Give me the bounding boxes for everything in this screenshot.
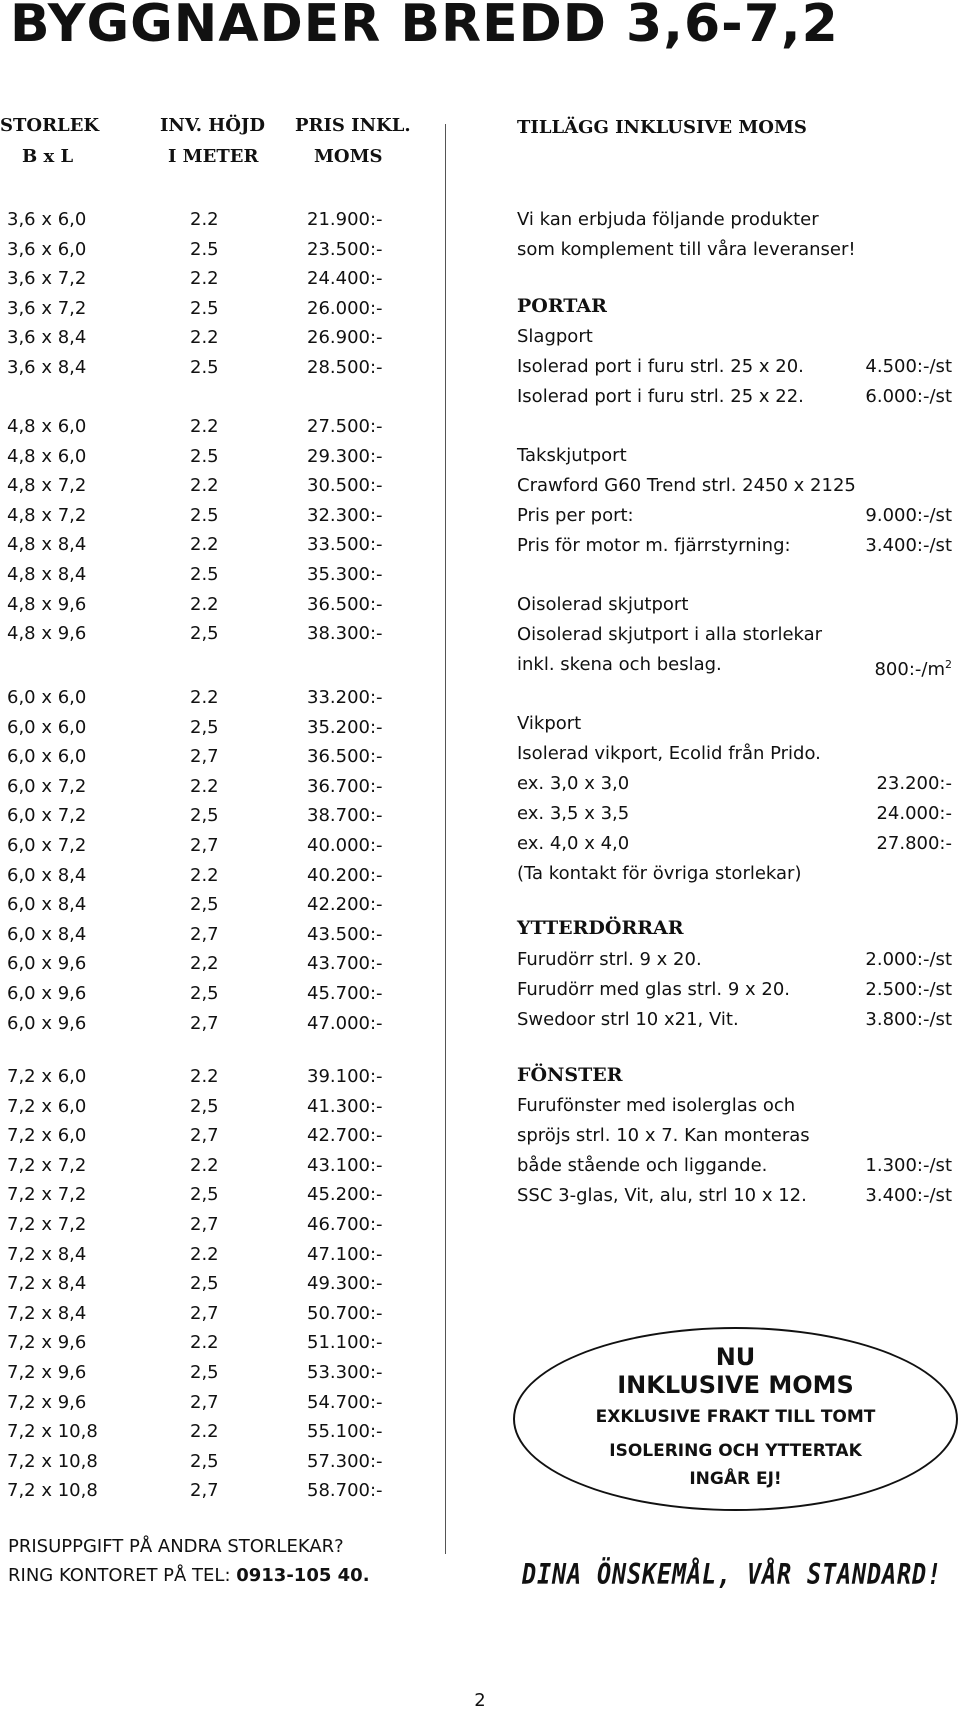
cell-price: 41.300:- bbox=[307, 1095, 383, 1117]
cell-size: 7,2 x 7,2 bbox=[7, 1214, 87, 1235]
table-row bbox=[0, 560, 420, 590]
vikport-price-1: 23.200:- bbox=[876, 773, 952, 794]
table-row bbox=[0, 683, 420, 713]
footer-question: PRISUPPGIFT PÅ ANDRA STORLEKAR? bbox=[8, 1536, 344, 1557]
cell-size: 7,2 x 6,0 bbox=[7, 1095, 87, 1117]
table-row bbox=[0, 801, 420, 831]
cell-size: 7,2 x 10,8 bbox=[7, 1421, 98, 1443]
cell-price: 23.500:- bbox=[307, 238, 383, 260]
cell-height: 2.2 bbox=[190, 268, 219, 290]
cell-price: 32.300:- bbox=[307, 504, 383, 526]
cell-size: 3,6 x 8,4 bbox=[7, 357, 87, 378]
price-per-port-label: Pris per port: bbox=[517, 505, 634, 526]
fonster-item-2: SSC 3-glas, Vit, alu, strl 10 x 12. bbox=[517, 1185, 807, 1206]
cell-price: 50.700:- bbox=[307, 1302, 383, 1324]
cell-height: 2.2 bbox=[190, 1332, 219, 1354]
cell-price: 46.700:- bbox=[307, 1214, 383, 1235]
cell-height: 2,5 bbox=[190, 1450, 219, 1472]
table-row bbox=[0, 1151, 420, 1181]
cell-size: 6,0 x 7,2 bbox=[7, 835, 87, 856]
portar-heading: PORTAR bbox=[517, 295, 607, 317]
cell-height: 2.2 bbox=[190, 416, 219, 437]
cell-size: 3,6 x 8,4 bbox=[7, 327, 87, 349]
ytterdorr-item-3: Swedoor strl 10 x21, Vit. bbox=[517, 1009, 739, 1030]
table-row bbox=[0, 323, 420, 353]
table-row bbox=[0, 205, 420, 235]
cell-price: 21.900:- bbox=[307, 209, 383, 230]
cell-height: 2.5 bbox=[190, 564, 219, 585]
promo-line-1: NU bbox=[715, 1343, 756, 1371]
cell-price: 57.300:- bbox=[307, 1450, 383, 1472]
phone-number: 0913-105 40. bbox=[236, 1565, 370, 1586]
header-height-sub: I METER bbox=[168, 146, 259, 167]
cell-price: 36.700:- bbox=[307, 775, 383, 797]
header-size-sub: B x L bbox=[22, 146, 74, 167]
ytterdorr-price-2: 2.500:-/st bbox=[865, 979, 952, 1000]
cell-height: 2,7 bbox=[190, 835, 219, 856]
cell-price: 33.500:- bbox=[307, 534, 383, 556]
table-row bbox=[0, 831, 420, 861]
ytterdorr-item-2: Furudörr med glas strl. 9 x 20. bbox=[517, 979, 790, 1000]
cell-size: 7,2 x 6,0 bbox=[7, 1066, 87, 1087]
oisolerad-desc: Oisolerad skjutport i alla storlekar bbox=[517, 624, 823, 645]
cell-size: 3,6 x 7,2 bbox=[7, 297, 87, 319]
cell-height: 2,5 bbox=[190, 1184, 219, 1206]
cell-size: 7,2 x 10,8 bbox=[7, 1480, 98, 1502]
cell-size: 7,2 x 9,6 bbox=[7, 1332, 87, 1354]
cell-height: 2,5 bbox=[190, 1095, 219, 1117]
cell-size: 7,2 x 10,8 bbox=[7, 1450, 98, 1472]
table-row bbox=[0, 713, 420, 743]
slagport-price-1: 4.500:-/st bbox=[865, 356, 952, 377]
cell-size: 3,6 x 6,0 bbox=[7, 209, 87, 230]
cell-price: 27.500:- bbox=[307, 416, 383, 437]
table-row bbox=[0, 501, 420, 531]
oisolerad-label: Oisolerad skjutport bbox=[517, 594, 689, 615]
cell-size: 3,6 x 6,0 bbox=[7, 238, 87, 260]
cell-price: 58.700:- bbox=[307, 1480, 383, 1502]
fonster-price-2: 3.400:-/st bbox=[865, 1185, 952, 1206]
oisolerad-price bbox=[874, 650, 952, 685]
cell-height: 2.2 bbox=[190, 775, 219, 797]
cell-price: 33.200:- bbox=[307, 687, 383, 708]
slagport-item-2: Isolerad port i furu strl. 25 x 22. bbox=[517, 386, 804, 407]
cell-size: 4,8 x 6,0 bbox=[7, 416, 87, 437]
cell-price: 42.200:- bbox=[307, 894, 383, 916]
cell-height: 2.2 bbox=[190, 1154, 219, 1176]
slogan: DINA ÖNSKEMÅL, VÅR STANDARD! bbox=[522, 1558, 943, 1591]
takskjutport-label: Takskjutport bbox=[517, 445, 627, 466]
cell-price: 28.500:- bbox=[307, 357, 383, 378]
header-price-sub: MOMS bbox=[314, 146, 383, 167]
motor-label: Pris för motor m. fjärrstyrning: bbox=[517, 535, 791, 556]
crawford-item: Crawford G60 Trend strl. 2450 x 2125 bbox=[517, 475, 856, 496]
promo-line-4: ISOLERING OCH YTTERTAK bbox=[609, 1441, 862, 1461]
cell-size: 6,0 x 6,0 bbox=[7, 746, 87, 768]
cell-size: 4,8 x 7,2 bbox=[7, 475, 87, 497]
cell-height: 2,7 bbox=[190, 1391, 219, 1413]
cell-price: 35.300:- bbox=[307, 564, 383, 585]
table-row bbox=[0, 442, 420, 472]
cell-height: 2.5 bbox=[190, 238, 219, 260]
cell-price: 45.200:- bbox=[307, 1184, 383, 1206]
cell-price: 43.700:- bbox=[307, 953, 383, 975]
cell-size: 4,8 x 6,0 bbox=[7, 445, 87, 467]
table-row bbox=[0, 1009, 420, 1039]
cell-height: 2.5 bbox=[190, 357, 219, 378]
cell-height: 2.2 bbox=[190, 1243, 219, 1265]
cell-height: 2.2 bbox=[190, 1421, 219, 1443]
promo-line-3: EXKLUSIVE FRAKT TILL TOMT bbox=[595, 1407, 876, 1427]
cell-size: 6,0 x 9,6 bbox=[7, 1012, 87, 1034]
table-row bbox=[0, 772, 420, 802]
table-row bbox=[0, 1388, 420, 1418]
table-row bbox=[0, 1121, 420, 1151]
cell-price: 53.300:- bbox=[307, 1362, 383, 1383]
vikport-note: (Ta kontakt för övriga storlekar) bbox=[517, 863, 802, 884]
cell-size: 6,0 x 7,2 bbox=[7, 775, 87, 797]
table-row bbox=[0, 471, 420, 501]
cell-height: 2.2 bbox=[190, 593, 219, 615]
cell-price: 35.200:- bbox=[307, 716, 383, 738]
table-row bbox=[0, 861, 420, 891]
cell-price: 47.100:- bbox=[307, 1243, 383, 1265]
vikport-item-3: ex. 4,0 x 4,0 bbox=[517, 833, 630, 854]
cell-price: 39.100:- bbox=[307, 1066, 383, 1087]
cell-price: 49.300:- bbox=[307, 1273, 383, 1295]
table-row bbox=[0, 235, 420, 265]
table-row bbox=[0, 949, 420, 979]
table-row bbox=[0, 1417, 420, 1447]
page-number: 2 bbox=[474, 1690, 486, 1711]
table-row bbox=[0, 742, 420, 772]
fonster-desc-2: spröjs strl. 10 x 7. Kan monteras bbox=[517, 1125, 810, 1146]
cell-price: 30.500:- bbox=[307, 475, 383, 497]
table-row bbox=[0, 1210, 420, 1240]
cell-height: 2.2 bbox=[190, 1066, 219, 1087]
cell-size: 3,6 x 7,2 bbox=[7, 268, 87, 290]
cell-height: 2,5 bbox=[190, 805, 219, 827]
cell-size: 4,8 x 9,6 bbox=[7, 623, 87, 645]
column-divider bbox=[445, 124, 446, 1554]
cell-size: 7,2 x 6,0 bbox=[7, 1125, 87, 1147]
oisolerad-price-value: 800:-/m bbox=[874, 659, 945, 680]
cell-price: 38.700:- bbox=[307, 805, 383, 827]
cell-price: 40.200:- bbox=[307, 864, 383, 886]
cell-price: 38.300:- bbox=[307, 623, 383, 645]
cell-height: 2,7 bbox=[190, 1125, 219, 1147]
promo-line-5: INGÅR EJ! bbox=[689, 1469, 782, 1489]
table-row bbox=[0, 1476, 420, 1506]
cell-height: 2.2 bbox=[190, 209, 219, 230]
cell-height: 2.5 bbox=[190, 297, 219, 319]
cell-size: 6,0 x 8,4 bbox=[7, 894, 87, 916]
cell-height: 2.5 bbox=[190, 445, 219, 467]
cell-size: 4,8 x 8,4 bbox=[7, 564, 87, 585]
table-row bbox=[0, 1062, 420, 1092]
ytterdorr-price-1: 2.000:-/st bbox=[865, 949, 952, 970]
cell-price: 43.500:- bbox=[307, 923, 383, 945]
cell-price: 26.000:- bbox=[307, 297, 383, 319]
cell-price: 29.300:- bbox=[307, 445, 383, 467]
cell-height: 2,7 bbox=[190, 1302, 219, 1324]
table-row bbox=[0, 412, 420, 442]
cell-height: 2.2 bbox=[190, 475, 219, 497]
table-row bbox=[0, 1299, 420, 1329]
cell-height: 2,5 bbox=[190, 1273, 219, 1295]
cell-price: 26.900:- bbox=[307, 327, 383, 349]
table-row bbox=[0, 1358, 420, 1388]
cell-height: 2,5 bbox=[190, 716, 219, 738]
cell-height: 2,5 bbox=[190, 894, 219, 916]
cell-price: 45.700:- bbox=[307, 983, 383, 1004]
table-row bbox=[0, 1328, 420, 1358]
fonster-heading: FÖNSTER bbox=[517, 1064, 623, 1086]
table-row bbox=[0, 619, 420, 649]
cell-height: 2,5 bbox=[190, 1362, 219, 1383]
cell-size: 7,2 x 9,6 bbox=[7, 1362, 87, 1383]
cell-price: 40.000:- bbox=[307, 835, 383, 856]
vikport-desc: Isolerad vikport, Ecolid från Prido. bbox=[517, 743, 821, 764]
cell-size: 6,0 x 8,4 bbox=[7, 864, 87, 886]
price-per-port: 9.000:-/st bbox=[865, 505, 952, 526]
vikport-price-3: 27.800:- bbox=[876, 833, 952, 854]
cell-height: 2,7 bbox=[190, 746, 219, 768]
addons-intro-1: Vi kan erbjuda följande produkter bbox=[517, 209, 819, 230]
cell-size: 7,2 x 8,4 bbox=[7, 1302, 87, 1324]
cell-price: 36.500:- bbox=[307, 593, 383, 615]
table-row bbox=[0, 1240, 420, 1270]
addons-heading: TILLÄGG INKLUSIVE MOMS bbox=[517, 117, 807, 138]
cell-height: 2,7 bbox=[190, 1480, 219, 1502]
cell-height: 2.2 bbox=[190, 327, 219, 349]
cell-price: 55.100:- bbox=[307, 1421, 383, 1443]
cell-height: 2,5 bbox=[190, 623, 219, 645]
table-row bbox=[0, 1180, 420, 1210]
cell-price: 51.100:- bbox=[307, 1332, 383, 1354]
cell-size: 4,8 x 9,6 bbox=[7, 593, 87, 615]
slagport-price-2: 6.000:-/st bbox=[865, 386, 952, 407]
cell-height: 2,2 bbox=[190, 953, 219, 975]
header-size: STORLEK bbox=[0, 115, 100, 136]
cell-height: 2,7 bbox=[190, 923, 219, 945]
cell-height: 2.5 bbox=[190, 504, 219, 526]
cell-price: 42.700:- bbox=[307, 1125, 383, 1147]
table-row bbox=[0, 1092, 420, 1122]
ytterdorrar-heading: YTTERDÖRRAR bbox=[517, 917, 684, 939]
cell-size: 6,0 x 6,0 bbox=[7, 687, 87, 708]
cell-height: 2,7 bbox=[190, 1012, 219, 1034]
fonster-item-1: både stående och liggande. bbox=[517, 1155, 768, 1176]
cell-size: 6,0 x 7,2 bbox=[7, 805, 87, 827]
footer-contact bbox=[8, 1565, 370, 1586]
cell-size: 6,0 x 8,4 bbox=[7, 923, 87, 945]
fonster-price-1: 1.300:-/st bbox=[865, 1155, 952, 1176]
vikport-price-2: 24.000:- bbox=[876, 803, 952, 824]
cell-price: 43.100:- bbox=[307, 1154, 383, 1176]
header-height: INV. HÖJD bbox=[160, 115, 266, 136]
fonster-desc-1: Furufönster med isolerglas och bbox=[517, 1095, 796, 1116]
cell-height: 2.2 bbox=[190, 534, 219, 556]
cell-size: 7,2 x 7,2 bbox=[7, 1184, 87, 1206]
cell-size: 6,0 x 9,6 bbox=[7, 953, 87, 975]
oisolerad-desc-2: inkl. skena och beslag. bbox=[517, 654, 722, 675]
cell-price: 47.000:- bbox=[307, 1012, 383, 1034]
promo-line-2: INKLUSIVE MOMS bbox=[617, 1371, 854, 1399]
ytterdorr-price-3: 3.800:-/st bbox=[865, 1009, 952, 1030]
table-row bbox=[0, 294, 420, 324]
oisolerad-price-unit-exp: 2 bbox=[945, 658, 952, 671]
cell-size: 7,2 x 8,4 bbox=[7, 1243, 87, 1265]
cell-size: 4,8 x 7,2 bbox=[7, 504, 87, 526]
cell-price: 36.500:- bbox=[307, 746, 383, 768]
cell-height: 2.2 bbox=[190, 687, 219, 708]
cell-price: 24.400:- bbox=[307, 268, 383, 290]
slagport-item-1: Isolerad port i furu strl. 25 x 20. bbox=[517, 356, 804, 377]
page-title: BYGGNADER BREDD 3,6-7,2 bbox=[10, 0, 839, 54]
table-row bbox=[0, 590, 420, 620]
vikport-item-2: ex. 3,5 x 3,5 bbox=[517, 803, 630, 824]
table-row bbox=[0, 920, 420, 950]
ytterdorr-item-1: Furudörr strl. 9 x 20. bbox=[517, 949, 702, 970]
footer-contact-text: RING KONTORET PÅ TEL: bbox=[8, 1565, 237, 1586]
cell-height: 2,5 bbox=[190, 983, 219, 1004]
cell-size: 4,8 x 8,4 bbox=[7, 534, 87, 556]
table-row bbox=[0, 264, 420, 294]
table-row bbox=[0, 890, 420, 920]
cell-size: 6,0 x 9,6 bbox=[7, 983, 87, 1004]
cell-price: 54.700:- bbox=[307, 1391, 383, 1413]
table-row bbox=[0, 979, 420, 1009]
addons-intro-2: som komplement till våra leveranser! bbox=[517, 239, 856, 260]
cell-size: 7,2 x 9,6 bbox=[7, 1391, 87, 1413]
table-row bbox=[0, 353, 420, 383]
cell-size: 7,2 x 8,4 bbox=[7, 1273, 87, 1295]
cell-height: 2,7 bbox=[190, 1214, 219, 1235]
cell-size: 7,2 x 7,2 bbox=[7, 1154, 87, 1176]
cell-size: 6,0 x 6,0 bbox=[7, 716, 87, 738]
cell-height: 2.2 bbox=[190, 864, 219, 886]
header-price: PRIS INKL. bbox=[295, 115, 411, 136]
table-row bbox=[0, 1447, 420, 1477]
motor-price: 3.400:-/st bbox=[865, 535, 952, 556]
table-row bbox=[0, 530, 420, 560]
vikport-label: Vikport bbox=[517, 713, 582, 734]
vikport-item-1: ex. 3,0 x 3,0 bbox=[517, 773, 630, 794]
slagport-label: Slagport bbox=[517, 326, 593, 347]
table-row bbox=[0, 1269, 420, 1299]
